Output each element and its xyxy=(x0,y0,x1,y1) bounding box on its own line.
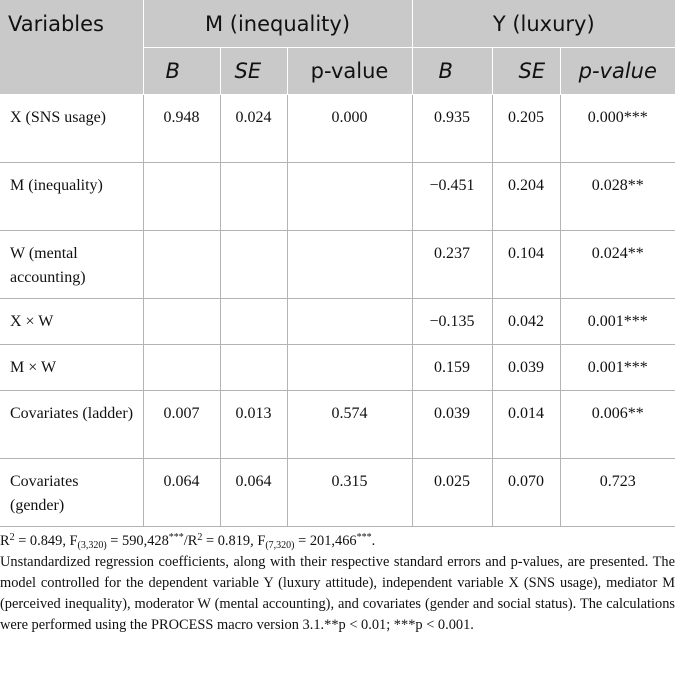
cell-p-y: 0.001*** xyxy=(560,299,675,345)
table-row xyxy=(0,391,675,459)
cell-se-m xyxy=(220,299,287,345)
header-b-y: B xyxy=(412,48,492,95)
header-p-m: p-value xyxy=(287,48,412,95)
cell-b-y: −0.135 xyxy=(412,299,492,345)
cell-b-m: 0.064 xyxy=(143,459,220,527)
table-row xyxy=(0,299,675,345)
cell-p-m: 0.574 xyxy=(287,391,412,459)
cell-b-y: 0.159 xyxy=(412,345,492,391)
cell-b-y: −0.451 xyxy=(412,163,492,231)
cell-p-m xyxy=(287,345,412,391)
header-row-groups xyxy=(0,0,675,48)
cell-p-m xyxy=(287,163,412,231)
header-group-y: Y (luxury) xyxy=(412,0,675,48)
cell-se-y: 0.014 xyxy=(492,391,560,459)
row-label: M (inequality) xyxy=(0,163,143,231)
row-label: W (mental accounting) xyxy=(0,231,143,299)
cell-se-m: 0.013 xyxy=(220,391,287,459)
row-label: X (SNS usage) xyxy=(0,95,143,163)
table-row xyxy=(0,163,675,231)
cell-b-m xyxy=(143,163,220,231)
table-row xyxy=(0,231,675,299)
header-se-y: SE xyxy=(492,48,560,95)
table-row xyxy=(0,459,675,527)
cell-b-m xyxy=(143,231,220,299)
header-b-m: B xyxy=(143,48,220,95)
cell-p-y: 0.006** xyxy=(560,391,675,459)
cell-p-m xyxy=(287,231,412,299)
cell-se-y: 0.104 xyxy=(492,231,560,299)
cell-se-m: 0.064 xyxy=(220,459,287,527)
cell-p-y: 0.001*** xyxy=(560,345,675,391)
row-label: M × W xyxy=(0,345,143,391)
cell-b-y: 0.025 xyxy=(412,459,492,527)
table-notes xyxy=(0,531,675,636)
cell-p-m: 0.000 xyxy=(287,95,412,163)
table-footnote: Unstandardized regression coefficients, along with their respective standard errors and p-values, are presented. The model controlled for the dependent variable Y (luxury attitude), independent variable X (SNS usage), mediator M (perceived inequality), moderator W (mental accounting), and covariates (gender and social status). The calculations were performed using the PROCESS macro version 3.1.**p < 0.01; ***p < 0.001. xyxy=(0,554,675,633)
table-row xyxy=(0,95,675,163)
fit-statistics: $R^2 = 0.849$, $F_{(3,320)} = 590,428^{***}/R^2 = 0.819$, $F_{(7,320)} = 201,466^{***}$. xyxy=(0,532,376,551)
cell-b-m: 0.948 xyxy=(143,95,220,163)
row-label: X × W xyxy=(0,299,143,345)
cell-b-y: 0.237 xyxy=(412,231,492,299)
cell-b-m xyxy=(143,299,220,345)
cell-p-m xyxy=(287,299,412,345)
header-p-y: p-value xyxy=(560,48,675,95)
cell-se-y: 0.204 xyxy=(492,163,560,231)
cell-b-m xyxy=(143,345,220,391)
cell-p-y: 0.024** xyxy=(560,231,675,299)
cell-se-m xyxy=(220,163,287,231)
row-label: Covariates (gender) xyxy=(0,459,143,527)
cell-b-y: 0.039 xyxy=(412,391,492,459)
table-row xyxy=(0,345,675,391)
header-variables: Variables xyxy=(0,0,143,95)
cell-se-y: 0.039 xyxy=(492,345,560,391)
cell-p-y: 0.723 xyxy=(560,459,675,527)
cell-p-y: 0.000*** xyxy=(560,95,675,163)
header-group-m: M (inequality) xyxy=(143,0,412,48)
cell-se-m: 0.024 xyxy=(220,95,287,163)
cell-se-y: 0.042 xyxy=(492,299,560,345)
row-label: Covariates (ladder) xyxy=(0,391,143,459)
cell-p-y: 0.028** xyxy=(560,163,675,231)
cell-se-m xyxy=(220,345,287,391)
cell-se-y: 0.205 xyxy=(492,95,560,163)
cell-b-y: 0.935 xyxy=(412,95,492,163)
cell-se-m xyxy=(220,231,287,299)
header-se-m: SE xyxy=(220,48,287,95)
cell-se-y: 0.070 xyxy=(492,459,560,527)
cell-b-m: 0.007 xyxy=(143,391,220,459)
cell-p-m: 0.315 xyxy=(287,459,412,527)
